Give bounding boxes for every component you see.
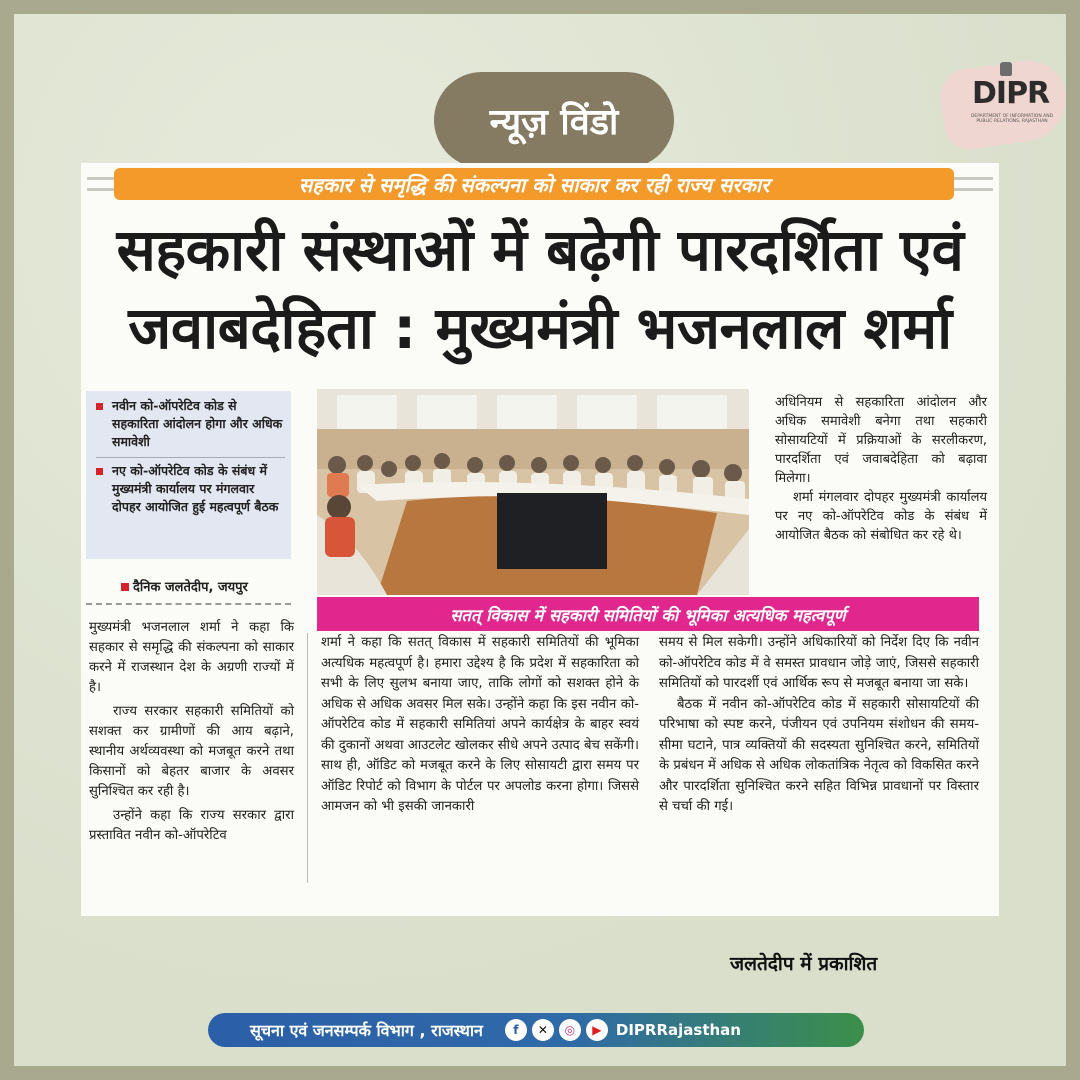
- kicker-text: सहकार से समृद्धि की संकल्पना को साकार कर रही राज्य सरकार: [114, 168, 954, 200]
- logo-subtitle: DEPARTMENT OF INFORMATION AND PUBLIC RELATIONS, RAJASTHAN: [970, 114, 1054, 124]
- facebook-icon[interactable]: f: [505, 1019, 527, 1041]
- subheading: सतत् विकास में सहकारी समितियों की भूमिका अत्यधिक महत्वपूर्ण: [317, 597, 979, 631]
- left-column: [89, 618, 294, 846]
- youtube-icon[interactable]: ▶: [586, 1019, 608, 1041]
- footer-bar: [208, 1013, 864, 1047]
- paragraph: समय से मिल सकेगी। उन्होंने अधिकारियों को निर्देश दिए कि नवीन को-ऑपरेटिव कोड में वे समस्त प्रावधान जोड़े जाएं, जिससे सहकारी समितियों को पारदर्शी एवं आर्थिक रूप से मजबूत बनाया जा सके।: [659, 635, 979, 691]
- social-handle[interactable]: DIPRRajasthan: [615, 1021, 741, 1039]
- highlight-item: नवीन को-ऑपरेटिव कोड से सहकारिता आंदोलन होगा और अधिक समावेशी: [96, 397, 285, 451]
- paragraph: मुख्यमंत्री भजनलाल शर्मा ने कहा कि सहकार से समृद्धि की संकल्पना को साकार करने में राजस्थान देश के अग्रणी राज्यों में है।: [89, 620, 294, 695]
- instagram-icon[interactable]: ◎: [559, 1019, 581, 1041]
- newspaper-clipping: [81, 163, 999, 916]
- paragraph: बैठक में नवीन को-ऑपरेटिव कोड में सहकारी सोसायटियों की परिभाषा को स्पष्ट करने, पंजीयन एवं उपनियम संशोधन की समय-सीमा घटाने, पात्र व्यक्तियों की सदस्यता सुनिश्चित करने, समितियों के प्रबंधन में अधिक से अधिक लोकतांत्रिक नेतृत्व को विकसित करने और पारदर्शिता सुनिश्चित करने सहित विभिन्न प्रावधानों पर विस्तार से चर्चा की गई।: [659, 696, 979, 814]
- meeting-photo: [317, 389, 749, 595]
- right-column: [659, 633, 979, 818]
- news-window-title: न्यूज़ विंडो: [434, 72, 674, 168]
- paragraph: राज्य सरकार सहकारी समितियों को सशक्त कर ग्रामीणों की आय बढ़ाने, स्थानीय अर्थव्यवस्था को मजबूत करने तथा किसानों को बेहतर बाजार के अवसर सुनिश्चित कर रही है।: [89, 704, 294, 799]
- logo-text: DIPR: [972, 76, 1050, 111]
- highlights-box: [86, 391, 291, 559]
- social-links: [505, 1019, 608, 1041]
- middle-column: [321, 633, 639, 818]
- x-icon[interactable]: ✕: [532, 1019, 554, 1041]
- right-intro-column: [775, 393, 987, 545]
- headline: सहकारी संस्थाओं में बढ़ेगी पारदर्शिता एवं जवाबदेहिता : मुख्यमंत्री भजनलाल शर्मा: [116, 216, 964, 362]
- paragraph: अधिनियम से सहकारिता आंदोलन और अधिक समावेशी बनेगा तथा सहकारी सोसायटियों में प्रक्रियाओं के सरलीकरण, पारदर्शिता एवं जवाबदेहिता को बढ़ावा मिलेगा।: [775, 395, 987, 486]
- highlight-item: नए को-ऑपरेटिव कोड के संबंध में मुख्यमंत्री कार्यालय पर मंगलवार दोपहर आयोजित हुई महत्वपूर्ण बैठक: [96, 457, 285, 516]
- dipr-logo: [942, 58, 1070, 150]
- paragraph: शर्मा मंगलवार दोपहर मुख्यमंत्री कार्यालय पर नए को-ऑपरेटिव कोड के संबंध में आयोजित बैठक को संबोधित कर रहे थे।: [775, 490, 987, 543]
- column-divider: [307, 633, 308, 883]
- paragraph: शर्मा ने कहा कि सतत् विकास में सहकारी समितियों की भूमिका अत्यधिक महत्वपूर्ण है। हमारा उद्देश्य है कि प्रदेश में सहकारिता को सभी के लिए सुलभ बनाया जाए, ताकि लोगों को सशक्त होने के अधिक से अधिक अवसर मिल सके। उन्होंने कहा कि इस नवीन को-ऑपरेटिव कोड में सहकारी समितियां अपने कार्यक्षेत्र के बाहर स्वयं की दुकानों अथवा आउटलेट खोलकर सीधे अपने उत्पाद बेच सकेंगी। साथ ही, ऑडिट को मजबूत करने के लिए सोसायटी द्वारा समय पर ऑडिट रिपोर्ट को विभाग के पोर्टल पर अपलोड करना होगा। जिससे आमजन को भी इसकी जानकारी: [321, 635, 639, 814]
- paragraph: उन्होंने कहा कि राज्य सरकार द्वारा प्रस्तावित नवीन को-ऑपरेटिव: [89, 808, 294, 843]
- department-name: सूचना एवं जनसम्पर्क विभाग , राजस्थान: [250, 1021, 483, 1040]
- published-note: जलतेदीप में प्रकाशित: [730, 953, 878, 975]
- divider: [86, 603, 291, 605]
- byline-marker: [121, 583, 129, 591]
- kicker-bar: [81, 163, 999, 205]
- byline: दैनिक जलतेदीप, जयपुर: [121, 577, 248, 595]
- emblem-icon: [1000, 62, 1012, 76]
